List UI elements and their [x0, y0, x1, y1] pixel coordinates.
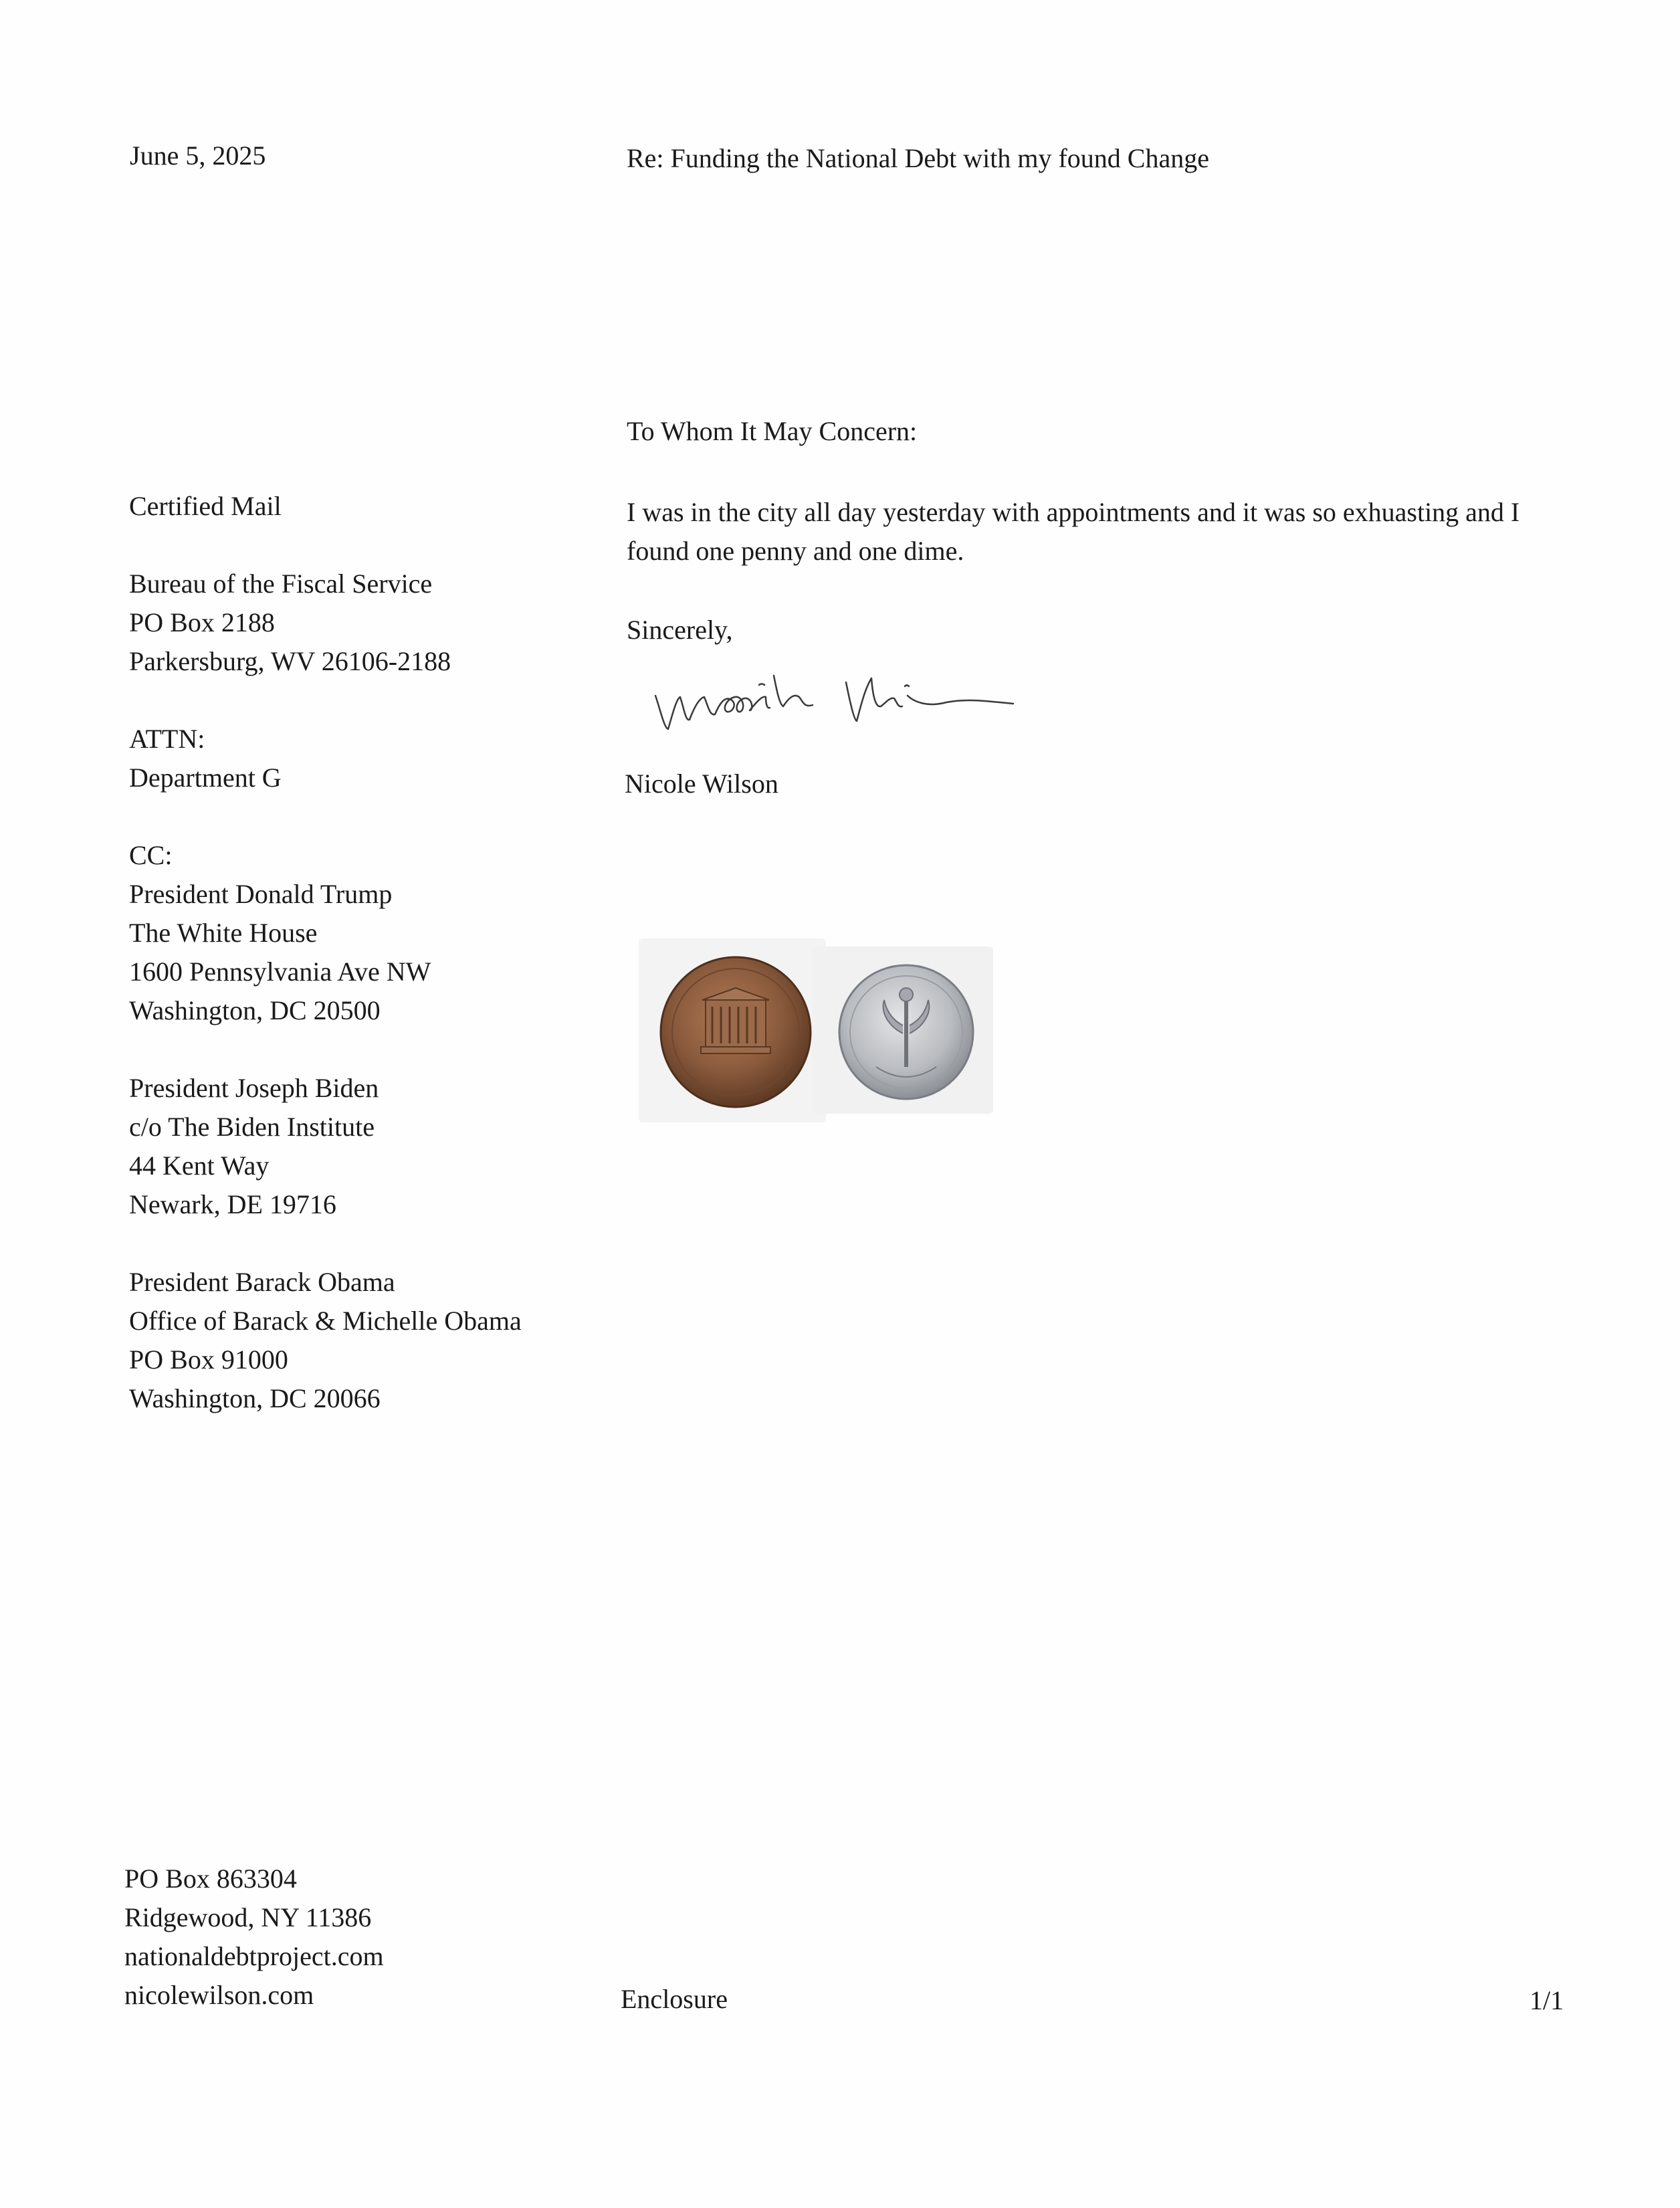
- mail-type-label: Certified Mail: [129, 491, 282, 521]
- address-line: 44 Kent Way: [129, 1150, 270, 1181]
- cc-label: CC:: [129, 840, 173, 870]
- letter-date: June 5, 2025: [130, 140, 266, 171]
- body-line: found one penny and one dime.: [627, 536, 964, 566]
- address-line: Washington, DC 20500: [129, 995, 381, 1025]
- penny-icon: [661, 957, 811, 1107]
- address-line: President Donald Trump: [129, 879, 393, 909]
- sender-address-line: Ridgewood, NY 11386: [124, 1902, 372, 1932]
- address-line: The White House: [129, 918, 318, 948]
- letter-subject: Re: Funding the National Debt with my found Change: [627, 143, 1209, 173]
- address-line: President Barack Obama: [129, 1267, 395, 1297]
- body-line: I was in the city all day yesterday with appointments and it was so exhuasting and I: [627, 497, 1520, 527]
- handwritten-signature: [652, 669, 1017, 742]
- salutation: To Whom It May Concern:: [627, 416, 918, 446]
- attn-label: ATTN:: [129, 724, 205, 754]
- recipient-column: [129, 487, 522, 1418]
- address-line: Bureau of the Fiscal Service: [129, 569, 433, 599]
- dime-icon: [839, 965, 973, 1099]
- address-line: c/o The Biden Institute: [129, 1112, 375, 1142]
- address-line: Newark, DE 19716: [129, 1189, 336, 1219]
- attn-block: [129, 720, 522, 797]
- sender-website: nicolewilson.com: [124, 1980, 314, 2010]
- address-line: PO Box 91000: [129, 1344, 288, 1375]
- mail-type: [129, 487, 522, 526]
- cc-recipient: [129, 836, 522, 1030]
- signer-name: Nicole Wilson: [625, 769, 778, 799]
- letter-body: [627, 493, 1576, 571]
- cc-recipient: [129, 1069, 522, 1224]
- address-line: President Joseph Biden: [129, 1073, 379, 1103]
- closing: Sincerely,: [627, 615, 733, 645]
- cc-recipient: [129, 1263, 522, 1418]
- address-line: Washington, DC 20066: [129, 1383, 381, 1413]
- sender-address: [124, 1860, 384, 2015]
- attn-value: Department G: [129, 763, 282, 793]
- page-number: 1/1: [1530, 1985, 1564, 2015]
- sender-address-line: PO Box 863304: [124, 1864, 297, 1894]
- enclosed-coins: [635, 933, 1010, 1134]
- primary-recipient: [129, 565, 522, 681]
- sender-website: nationaldebtproject.com: [124, 1941, 384, 1971]
- address-line: Parkersburg, WV 26106-2188: [129, 646, 451, 676]
- address-line: Office of Barack & Michelle Obama: [129, 1306, 522, 1336]
- address-line: 1600 Pennsylvania Ave NW: [129, 957, 431, 987]
- enclosure-label: Enclosure: [621, 1984, 728, 2014]
- address-line: PO Box 2188: [129, 607, 275, 637]
